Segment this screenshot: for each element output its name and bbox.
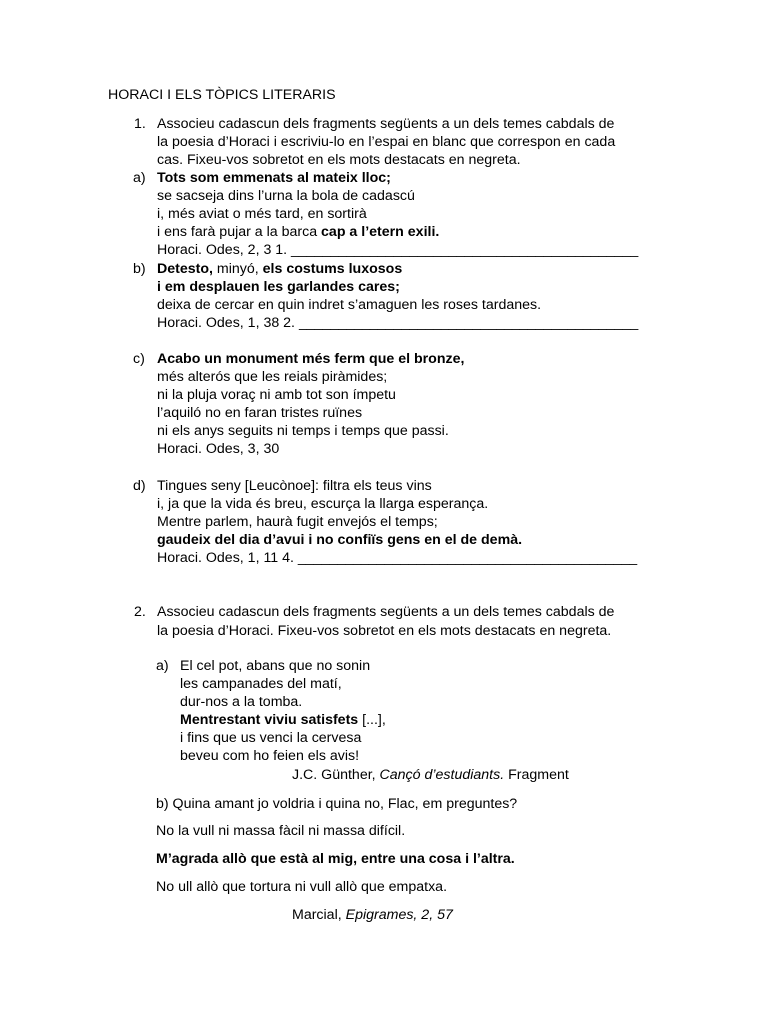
- item-c-verse: l’aquiló no en faran tristes ruïnes: [157, 405, 363, 421]
- item-b-verse-bold: i em desplauen les garlandes cares;: [157, 279, 400, 295]
- question-2-text-line: la poesia d’Horaci. Fixeu-vos sobretot en els mots destacats en negreta.: [157, 623, 612, 639]
- item-d-marker: d): [133, 478, 146, 494]
- item-2a-source: [292, 766, 569, 784]
- question-1-text-line: cas. Fixeu-vos sobretot en els mots destacats en negreta.: [157, 152, 521, 168]
- item-c-verse: més alterós que les reials piràmides;: [157, 369, 388, 385]
- item-2a-verse: El cel pot, abans que no sonin: [180, 658, 371, 674]
- item-d-verse-bold: gaudeix del dia d’avui i no confiïs gens en el de demà.: [157, 532, 523, 548]
- item-2a-verse: dur-nos a la tomba.: [180, 694, 303, 710]
- item-a-source-answer-blank: Horaci. Odes, 2, 3 1. ____________________________________________: [157, 242, 639, 258]
- item-2a-verse-bold: Mentrestant viviu satisfets: [180, 712, 359, 728]
- item-c-verse: ni els anys seguits ni temps i temps que passi.: [157, 423, 449, 439]
- item-2b-source-work: Epigrames, 2, 57: [345, 907, 453, 923]
- item-b-verse: deixa de cercar en quin indret s’amaguen les roses tardanes.: [157, 297, 542, 313]
- item-b-source-answer-blank: Horaci. Odes, 1, 38 2. ___________________________________________: [157, 315, 639, 331]
- item-c-marker: c): [133, 351, 145, 367]
- item-c-source: Horaci. Odes, 3, 30: [157, 441, 280, 457]
- item-2a-verse: les campanades del matí,: [180, 676, 342, 692]
- question-1-text-line: Associeu cadascun dels fragments següents a un dels temes cabdals de: [157, 116, 615, 132]
- item-a-verse-bold: Tots som emmenats al mateix lloc;: [157, 170, 391, 186]
- item-d-verse: Tingues seny [Leucònoe]: filtra els teus vins: [157, 478, 432, 494]
- item-2a-source-rest: Fragment: [504, 767, 569, 783]
- item-c-verse: ni la pluja voraç ni amb tot son ímpetu: [157, 387, 396, 403]
- item-d-source-answer-blank: Horaci. Odes, 1, 11 4. ___________________________________________: [157, 550, 638, 566]
- item-a-verse-start: i ens farà pujar a la barca: [157, 224, 322, 240]
- item-2a-verse: i fins que us venci la cervesa: [180, 730, 362, 746]
- question-1-number: 1.: [134, 116, 146, 132]
- item-a-verse: se sacseja dins l’urna la bola de cadascú: [157, 188, 415, 204]
- item-d-verse: Mentre parlem, haurà fugit envejós el temps;: [157, 514, 438, 530]
- item-2b-verse: No ull allò que tortura ni vull allò que empatxa.: [156, 879, 448, 895]
- item-2a-verse: [180, 711, 386, 729]
- item-2a-source-author: J.C. Günther,: [292, 767, 380, 783]
- item-a-verse-bold: cap a l’etern exili.: [321, 224, 440, 240]
- item-c-verse-bold: Acabo un monument més ferm que el bronze,: [157, 351, 465, 367]
- page-title: HORACI I ELS TÒPICS LITERARIS: [108, 87, 336, 103]
- item-2b-verse: b) Quina amant jo voldria i quina no, Flac, em preguntes?: [156, 796, 518, 812]
- item-2a-marker: a): [156, 658, 169, 674]
- item-2b-verse-bold: M’agrada allò que està al mig, entre una cosa i l’altra.: [156, 851, 515, 867]
- item-2b-source: [292, 906, 453, 924]
- item-b-verse-mid: minyó,: [212, 261, 263, 277]
- item-2b-source-author: Marcial,: [292, 907, 346, 923]
- question-2-number: 2.: [134, 604, 146, 620]
- item-b-bold-phrase: els costums luxosos: [262, 261, 403, 277]
- item-2b-verse: No la vull ni massa fàcil ni massa difícil.: [156, 823, 406, 839]
- item-b-bold-word: Detesto,: [157, 261, 213, 277]
- question-2-text-line: Associeu cadascun dels fragments següents a un dels temes cabdals de: [157, 604, 615, 620]
- item-b-verse: [157, 260, 402, 278]
- item-2a-verse-rest: [...],: [358, 712, 386, 728]
- question-1-text-line: la poesia d’Horaci i escriviu-lo en l’espai en blanc que correspon en cada: [157, 134, 616, 150]
- item-a-marker: a): [133, 170, 146, 186]
- item-a-verse: [157, 223, 439, 241]
- item-d-verse: i, ja que la vida és breu, escurça la llarga esperança.: [157, 496, 489, 512]
- item-b-marker: b): [133, 261, 146, 277]
- item-2a-source-work: Cançó d’estudiants.: [379, 767, 505, 783]
- item-a-verse: i, més aviat o més tard, en sortirà: [157, 206, 367, 222]
- item-2a-verse: beveu com ho feien els avis!: [180, 748, 360, 764]
